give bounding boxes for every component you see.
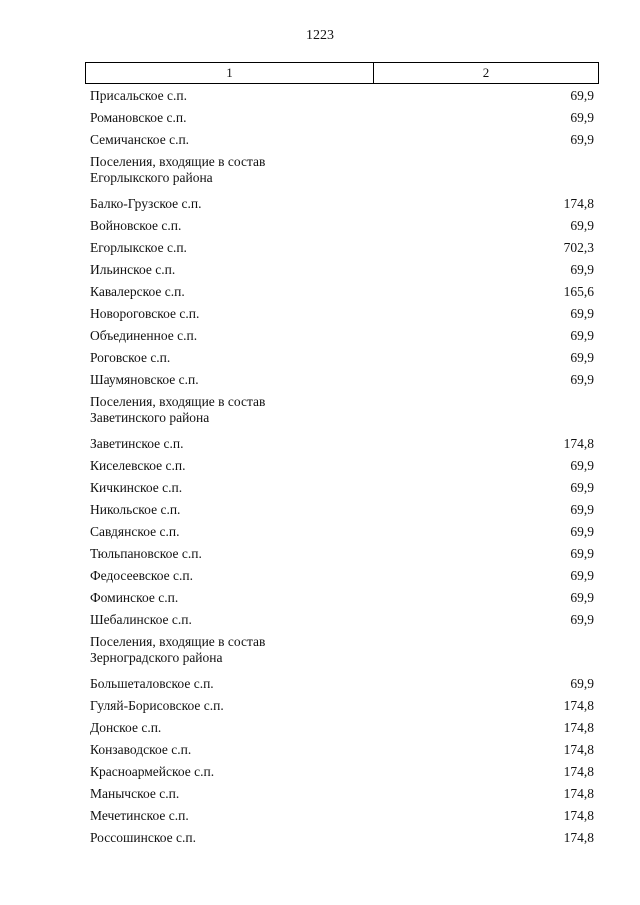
settlement-name: Кавалерское с.п. bbox=[90, 284, 185, 299]
settlement-value: 702,3 bbox=[563, 240, 594, 255]
settlement-value: 69,9 bbox=[570, 676, 594, 691]
settlement-name: Донское с.п. bbox=[90, 720, 162, 735]
settlement-value: 69,9 bbox=[570, 110, 594, 125]
district-heading-row bbox=[90, 634, 594, 676]
table-row bbox=[90, 306, 594, 328]
settlement-name: Кичкинское с.п. bbox=[90, 480, 183, 495]
settlement-value: 69,9 bbox=[570, 524, 594, 539]
settlement-value: 174,8 bbox=[563, 436, 594, 451]
settlement-value: 69,9 bbox=[570, 568, 594, 583]
page-number: 1223 bbox=[306, 28, 334, 43]
settlement-name: Заветинское с.п. bbox=[90, 436, 184, 451]
settlement-value: 165,6 bbox=[563, 284, 594, 299]
settlement-value: 69,9 bbox=[570, 502, 594, 517]
table-row bbox=[90, 458, 594, 480]
settlement-name: Семичанское с.п. bbox=[90, 132, 190, 147]
settlement-value: 69,9 bbox=[570, 88, 594, 103]
settlement-name: Федосеевское с.п. bbox=[90, 568, 193, 583]
settlement-name: Никольское с.п. bbox=[90, 502, 181, 517]
district-heading: Поселения, входящие в состав Зерноградского района bbox=[90, 634, 266, 665]
settlement-name: Егорлыкское с.п. bbox=[90, 240, 187, 255]
settlement-value: 174,8 bbox=[563, 742, 594, 757]
district-heading: Поселения, входящие в состав Егорлыкского района bbox=[90, 154, 266, 185]
table-row bbox=[90, 196, 594, 218]
table-row bbox=[90, 676, 594, 698]
settlement-name: Новороговское с.п. bbox=[90, 306, 200, 321]
settlement-name: Роговское с.п. bbox=[90, 350, 171, 365]
settlement-name: Романовское с.п. bbox=[90, 110, 187, 125]
settlement-value: 174,8 bbox=[563, 786, 594, 801]
settlement-name: Балко-Грузское с.п. bbox=[90, 196, 202, 211]
settlement-value: 69,9 bbox=[570, 218, 594, 233]
column-header-2: 2 bbox=[482, 65, 490, 80]
settlement-name: Манычское с.п. bbox=[90, 786, 180, 801]
table-row bbox=[90, 720, 594, 742]
settlement-value: 174,8 bbox=[563, 764, 594, 779]
settlement-value: 174,8 bbox=[563, 698, 594, 713]
district-heading-row bbox=[90, 154, 594, 196]
table-row bbox=[90, 88, 594, 110]
table-row bbox=[90, 110, 594, 132]
settlement-name: Тюльпановское с.п. bbox=[90, 546, 202, 561]
settlement-value: 69,9 bbox=[570, 132, 594, 147]
table-row bbox=[90, 612, 594, 634]
settlement-name: Присальское с.п. bbox=[90, 88, 187, 103]
table-row bbox=[90, 436, 594, 458]
table-row bbox=[90, 808, 594, 830]
settlement-value: 69,9 bbox=[570, 262, 594, 277]
table-row bbox=[90, 328, 594, 350]
settlement-name: Мечетинское с.п. bbox=[90, 808, 189, 823]
district-heading-row bbox=[90, 394, 594, 436]
table-row bbox=[90, 240, 594, 262]
table-row bbox=[90, 830, 594, 852]
settlement-name: Большеталовское с.п. bbox=[90, 676, 214, 691]
settlement-name: Россошинское с.п. bbox=[90, 830, 196, 845]
settlement-value: 174,8 bbox=[563, 830, 594, 845]
settlement-value: 69,9 bbox=[570, 458, 594, 473]
settlement-name: Шаумяновское с.п. bbox=[90, 372, 199, 387]
table-row bbox=[90, 284, 594, 306]
settlement-name: Киселевское с.п. bbox=[90, 458, 186, 473]
settlement-value: 69,9 bbox=[570, 350, 594, 365]
settlement-name: Фоминское с.п. bbox=[90, 590, 179, 605]
table-row bbox=[90, 372, 594, 394]
table-body bbox=[90, 88, 594, 852]
settlement-name: Шебалинское с.п. bbox=[90, 612, 192, 627]
table-row bbox=[90, 764, 594, 786]
settlement-name: Конзаводское с.п. bbox=[90, 742, 192, 757]
table-row bbox=[90, 742, 594, 764]
table-row bbox=[90, 524, 594, 546]
table-row bbox=[90, 786, 594, 808]
table-row bbox=[90, 590, 594, 612]
table-row bbox=[90, 502, 594, 524]
table-row bbox=[90, 546, 594, 568]
table-row bbox=[90, 262, 594, 284]
table-row bbox=[90, 350, 594, 372]
settlement-name: Объединенное с.п. bbox=[90, 328, 198, 343]
table-row bbox=[90, 132, 594, 154]
district-heading: Поселения, входящие в состав Заветинского района bbox=[90, 394, 266, 425]
table-row bbox=[90, 568, 594, 590]
settlement-value: 174,8 bbox=[563, 808, 594, 823]
settlement-value: 69,9 bbox=[570, 546, 594, 561]
column-header-1: 1 bbox=[86, 63, 374, 83]
settlement-name: Гуляй-Борисовское с.п. bbox=[90, 698, 224, 713]
settlement-value: 69,9 bbox=[570, 612, 594, 627]
settlement-value: 174,8 bbox=[563, 196, 594, 211]
settlement-value: 69,9 bbox=[570, 372, 594, 387]
table-row bbox=[90, 218, 594, 240]
settlement-value: 69,9 bbox=[570, 480, 594, 495]
settlement-name: Ильинское с.п. bbox=[90, 262, 176, 277]
settlement-value: 69,9 bbox=[570, 328, 594, 343]
settlement-value: 69,9 bbox=[570, 590, 594, 605]
settlement-value: 69,9 bbox=[570, 306, 594, 321]
settlement-name: Красноармейское с.п. bbox=[90, 764, 215, 779]
settlement-name: Войновское с.п. bbox=[90, 218, 182, 233]
settlement-name: Савдянское с.п. bbox=[90, 524, 180, 539]
table-header bbox=[85, 62, 599, 84]
table-row bbox=[90, 698, 594, 720]
settlement-value: 174,8 bbox=[563, 720, 594, 735]
table-row bbox=[90, 480, 594, 502]
